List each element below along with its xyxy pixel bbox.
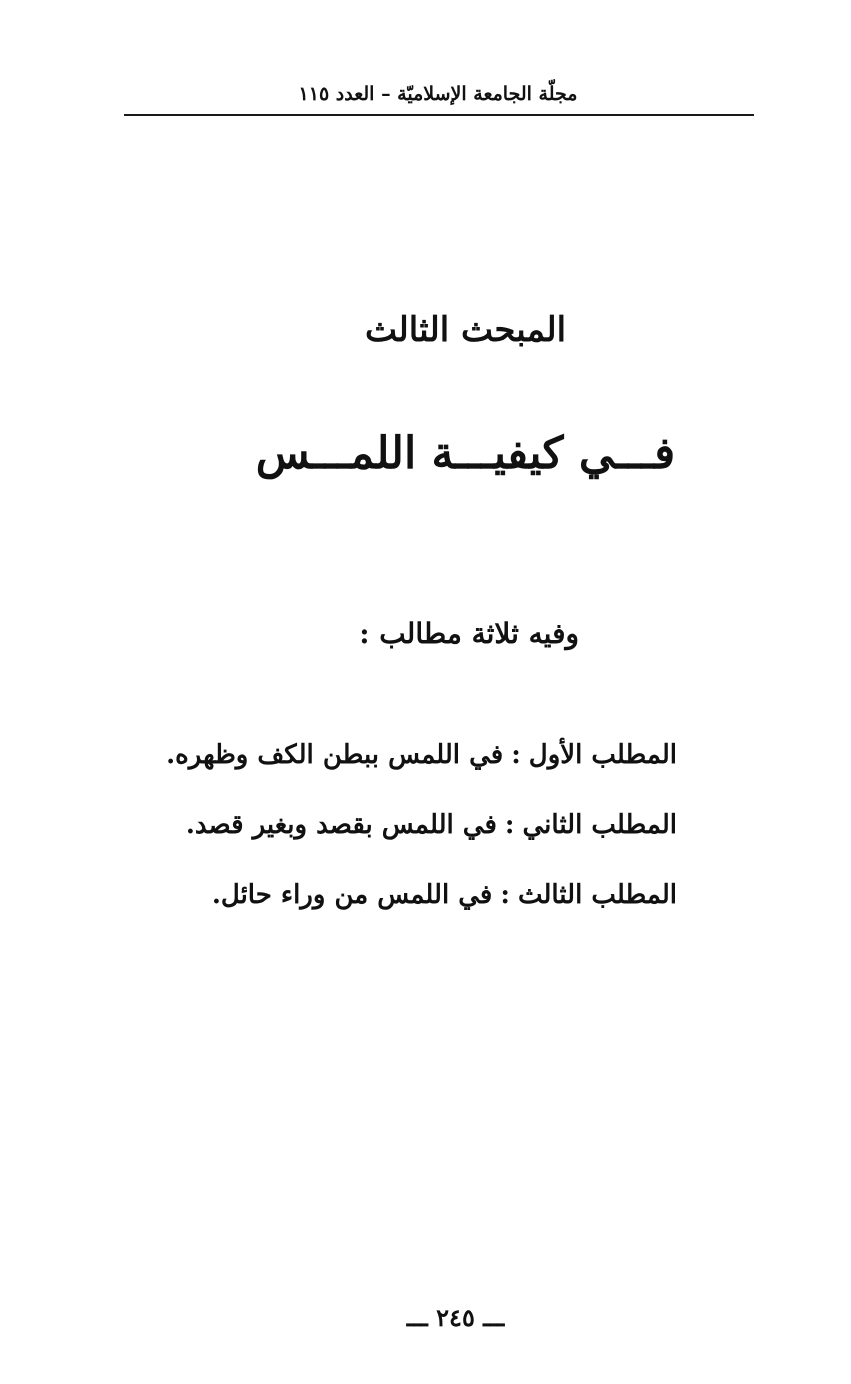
subsection-text: في اللمس من وراء حائل. bbox=[211, 880, 493, 910]
subsection-label: المطلب الأول bbox=[528, 740, 677, 770]
section-subheading: فـــي كيفيـــة اللمـــس bbox=[255, 428, 676, 479]
subsection-item bbox=[157, 806, 677, 844]
subsection-item bbox=[157, 876, 677, 914]
section-intro: وفيه ثلاثة مطالب : bbox=[359, 617, 579, 650]
subsection-label: المطلب الثالث bbox=[517, 880, 677, 910]
subsection-text: في اللمس ببطن الكف وظهره. bbox=[166, 740, 504, 770]
subsection-separator: : bbox=[504, 810, 515, 840]
header-rule bbox=[124, 114, 754, 116]
subsection-separator: : bbox=[511, 740, 521, 770]
running-header: مجلّة الجامعة الإسلاميّة – العدد ١١٥ bbox=[298, 83, 578, 105]
page-number: ـــ ٢٤٥ ـــ bbox=[406, 1303, 505, 1332]
subsection-separator: : bbox=[500, 880, 510, 910]
section-heading: المبحث الثالث bbox=[364, 310, 567, 350]
subsection-item bbox=[157, 736, 677, 774]
subsection-label: المطلب الثاني bbox=[522, 810, 677, 840]
subsection-text: في اللمس بقصد وبغير قصد. bbox=[185, 810, 497, 840]
subsection-list bbox=[157, 736, 677, 946]
